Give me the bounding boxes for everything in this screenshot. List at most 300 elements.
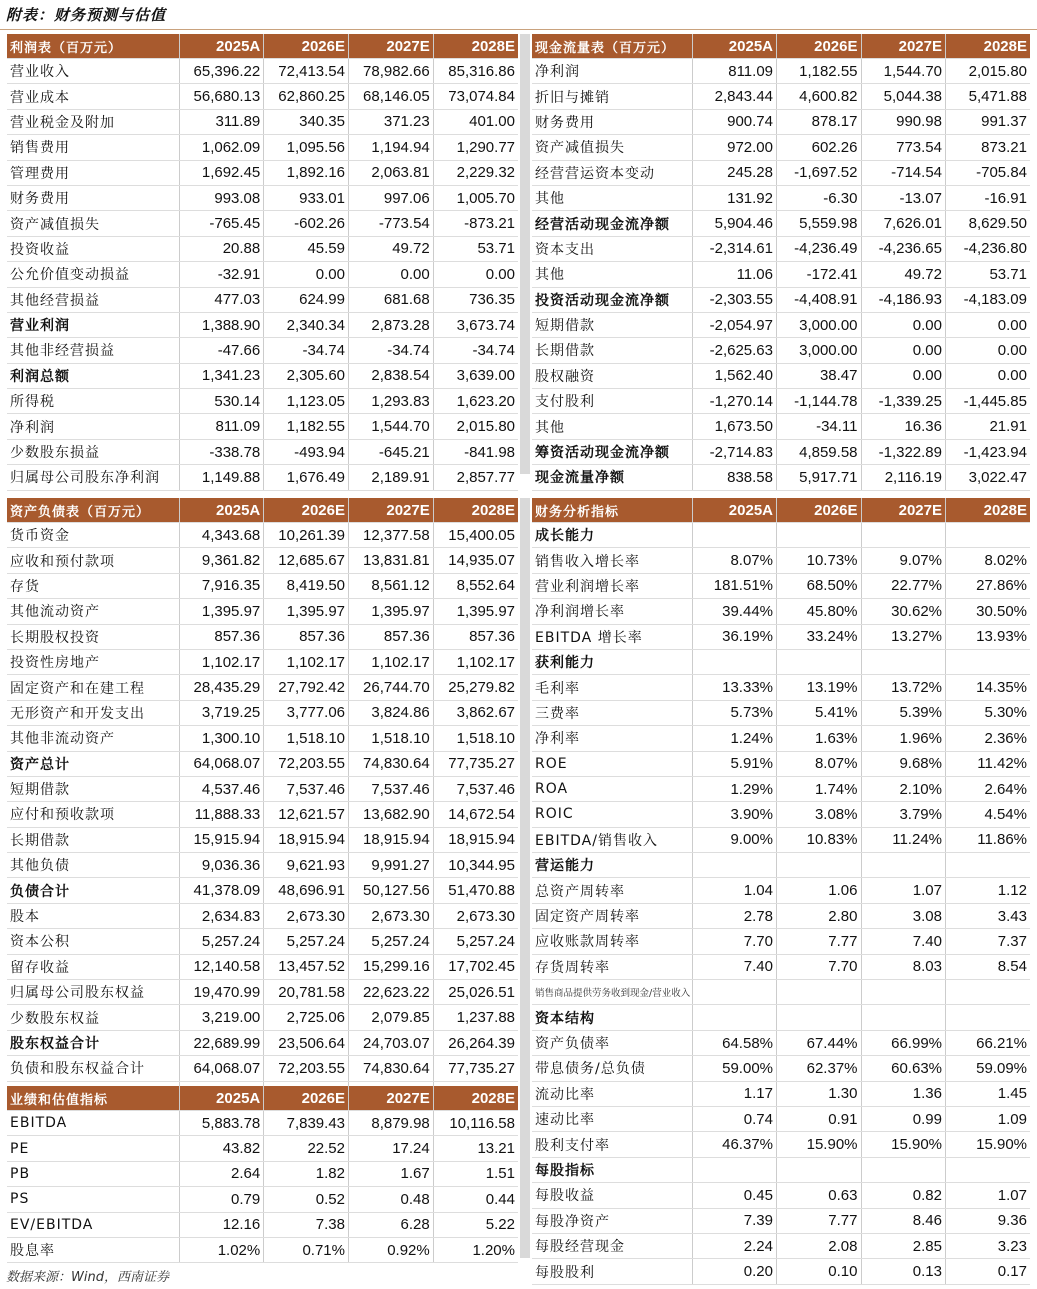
value-cell: 1.02% — [179, 1237, 264, 1262]
row-label: 净利率 — [532, 726, 692, 751]
table-row — [532, 802, 1030, 827]
row-label: 速动比率 — [532, 1106, 692, 1131]
value-cell: 72,413.54 — [264, 59, 349, 84]
value-cell: 72,203.55 — [264, 1056, 349, 1081]
table-row — [7, 262, 518, 287]
income-statement-panel — [7, 34, 518, 491]
table-row — [7, 1005, 518, 1030]
table-header-row — [532, 498, 1030, 523]
value-cell — [692, 853, 777, 878]
value-cell: 2.64 — [179, 1161, 264, 1186]
value-cell: 9.68% — [861, 751, 946, 776]
table-row — [7, 135, 518, 160]
value-cell: 64.58% — [692, 1030, 777, 1055]
value-cell: 9.00% — [692, 827, 777, 852]
value-cell: 13.72% — [861, 675, 946, 700]
value-cell: 3.08% — [777, 802, 862, 827]
table-title: 资产负债表（百万元） — [7, 498, 179, 523]
ratio-analysis-panel — [532, 498, 1030, 1285]
value-cell: 9,036.36 — [179, 853, 264, 878]
table-row — [7, 954, 518, 979]
value-cell: 1,182.55 — [264, 414, 349, 439]
value-cell: 2,857.77 — [433, 465, 518, 490]
value-cell: 0.10 — [777, 1259, 862, 1284]
value-cell: 1.29% — [692, 776, 777, 801]
section-heading: 营运能力 — [532, 853, 692, 878]
row-label: 其他 — [532, 185, 692, 210]
value-cell: 13,831.81 — [349, 548, 434, 573]
value-cell: -2,625.63 — [692, 338, 777, 363]
value-cell: 2,063.81 — [349, 160, 434, 185]
table-row — [7, 548, 518, 573]
row-label: 营业成本 — [7, 84, 179, 109]
table-row — [532, 751, 1030, 776]
value-cell: 5,257.24 — [349, 929, 434, 954]
section-heading: 每股指标 — [532, 1157, 692, 1182]
column-divider-bottom — [520, 498, 530, 1258]
value-cell: 857.36 — [349, 624, 434, 649]
row-label: 销售商品提供劳务收到现金/营业收入 — [532, 980, 692, 1005]
value-cell: 2.08 — [777, 1233, 862, 1258]
table-row — [532, 160, 1030, 185]
table-row — [532, 1081, 1030, 1106]
table-row — [532, 1183, 1030, 1208]
value-cell: 2,673.30 — [349, 903, 434, 928]
value-cell: 1.74% — [777, 776, 862, 801]
value-cell: 22.52 — [264, 1136, 349, 1161]
table-row — [7, 1212, 518, 1237]
value-cell: 19,470.99 — [179, 980, 264, 1005]
table-row — [532, 675, 1030, 700]
value-cell: 5.39% — [861, 700, 946, 725]
value-cell: -34.11 — [777, 414, 862, 439]
value-cell: 5,044.38 — [861, 84, 946, 109]
table-row — [532, 878, 1030, 903]
table-row — [532, 312, 1030, 337]
value-cell: 27,792.42 — [264, 675, 349, 700]
value-cell: 1,123.05 — [264, 389, 349, 414]
value-cell: 1.24% — [692, 726, 777, 751]
value-cell: 6.28 — [349, 1212, 434, 1237]
table-row — [7, 1111, 518, 1136]
section-heading: 成长能力 — [532, 523, 692, 548]
value-cell: 0.13 — [861, 1259, 946, 1284]
value-cell: 0.44 — [433, 1187, 518, 1212]
row-label: PE — [7, 1136, 179, 1161]
table-row — [532, 1005, 1030, 1030]
value-cell: 2,673.30 — [433, 903, 518, 928]
value-cell: 11,888.33 — [179, 802, 264, 827]
value-cell: 13.93% — [946, 624, 1031, 649]
value-cell: 4.54% — [946, 802, 1031, 827]
value-cell: 11.86% — [946, 827, 1031, 852]
table-row — [532, 211, 1030, 236]
value-cell: 62,860.25 — [264, 84, 349, 109]
value-cell — [777, 649, 862, 674]
table-row — [532, 84, 1030, 109]
value-cell: 0.48 — [349, 1187, 434, 1212]
table-row — [7, 439, 518, 464]
value-cell: 45.80% — [777, 599, 862, 624]
table-row — [7, 523, 518, 548]
table-row — [532, 903, 1030, 928]
value-cell — [692, 523, 777, 548]
table-row — [7, 414, 518, 439]
value-cell: 53.71 — [433, 236, 518, 261]
value-cell: 66.21% — [946, 1030, 1031, 1055]
value-cell: 340.35 — [264, 109, 349, 134]
row-label: 留存收益 — [7, 954, 179, 979]
value-cell — [777, 980, 862, 1005]
row-label: 资产减值损失 — [7, 211, 179, 236]
row-label: 固定资产周转率 — [532, 903, 692, 928]
row-label: 股本 — [7, 903, 179, 928]
row-label: PS — [7, 1187, 179, 1212]
value-cell — [861, 1005, 946, 1030]
value-cell: -493.94 — [264, 439, 349, 464]
table-row — [532, 59, 1030, 84]
value-cell: 9.07% — [861, 548, 946, 573]
value-cell: 1.07 — [861, 878, 946, 903]
row-label: 股东权益合计 — [7, 1030, 179, 1055]
value-cell: 28,435.29 — [179, 675, 264, 700]
value-cell: 9,361.82 — [179, 548, 264, 573]
row-label: 少数股东损益 — [7, 439, 179, 464]
value-cell: 530.14 — [179, 389, 264, 414]
value-cell: 811.09 — [179, 414, 264, 439]
value-cell: 681.68 — [349, 287, 434, 312]
row-label: 股权融资 — [532, 363, 692, 388]
table-row — [532, 624, 1030, 649]
table-row — [532, 1259, 1030, 1284]
row-label: 净利润增长率 — [532, 599, 692, 624]
table-title: 利润表（百万元） — [7, 34, 179, 59]
value-cell: 7.37 — [946, 929, 1031, 954]
value-cell: 59.09% — [946, 1056, 1031, 1081]
value-cell: 38.47 — [777, 363, 862, 388]
value-cell: 1,341.23 — [179, 363, 264, 388]
value-cell: 33.24% — [777, 624, 862, 649]
value-cell: 50,127.56 — [349, 878, 434, 903]
table-row — [7, 109, 518, 134]
value-cell: 3.08 — [861, 903, 946, 928]
value-cell: 13.19% — [777, 675, 862, 700]
value-cell: 68,146.05 — [349, 84, 434, 109]
value-cell: 7,537.46 — [264, 776, 349, 801]
value-cell: 2.78 — [692, 903, 777, 928]
value-cell: 997.06 — [349, 185, 434, 210]
row-label: 支付股利 — [532, 389, 692, 414]
value-cell: 5,917.71 — [777, 465, 862, 490]
value-cell: 8,879.98 — [349, 1111, 434, 1136]
value-cell: 1.63% — [777, 726, 862, 751]
value-cell: 0.17 — [946, 1259, 1031, 1284]
value-cell — [777, 1005, 862, 1030]
value-cell: 857.36 — [264, 624, 349, 649]
ratio-analysis-table — [532, 498, 1030, 1285]
value-cell: -1,445.85 — [946, 389, 1031, 414]
table-row — [532, 439, 1030, 464]
source-note: 数据来源：Wind，西南证券 — [6, 1270, 169, 1285]
value-cell: 8.02% — [946, 548, 1031, 573]
table-header-row — [7, 498, 518, 523]
value-cell: 10.73% — [777, 548, 862, 573]
row-label: ROE — [532, 751, 692, 776]
value-cell: 773.54 — [861, 135, 946, 160]
value-cell — [946, 980, 1031, 1005]
value-cell — [861, 649, 946, 674]
row-label: EBITDA/销售收入 — [532, 827, 692, 852]
value-cell: 1,005.70 — [433, 185, 518, 210]
table-row — [532, 1132, 1030, 1157]
value-cell: -765.45 — [179, 211, 264, 236]
value-cell: 17.24 — [349, 1136, 434, 1161]
table-row — [532, 109, 1030, 134]
value-cell: 12,140.58 — [179, 954, 264, 979]
row-label: 公允价值变动损益 — [7, 262, 179, 287]
value-cell: -1,697.52 — [777, 160, 862, 185]
value-cell: -602.26 — [264, 211, 349, 236]
value-cell: -6.30 — [777, 185, 862, 210]
row-label: 经营营运资本变动 — [532, 160, 692, 185]
value-cell: 3.23 — [946, 1233, 1031, 1258]
table-row — [532, 1056, 1030, 1081]
value-cell: 77,735.27 — [433, 751, 518, 776]
table-row — [7, 853, 518, 878]
row-label: 应收和预付款项 — [7, 548, 179, 573]
value-cell: -2,303.55 — [692, 287, 777, 312]
value-cell — [692, 1005, 777, 1030]
table-row — [532, 929, 1030, 954]
year-header: 2027E — [861, 34, 946, 59]
value-cell: 1,293.83 — [349, 389, 434, 414]
value-cell — [946, 1157, 1031, 1182]
row-label: 归属母公司股东权益 — [7, 980, 179, 1005]
value-cell: 2.10% — [861, 776, 946, 801]
value-cell: 2,189.91 — [349, 465, 434, 490]
value-cell: -4,236.80 — [946, 236, 1031, 261]
value-cell: 20.88 — [179, 236, 264, 261]
row-label: 负债合计 — [7, 878, 179, 903]
value-cell: 0.63 — [777, 1183, 862, 1208]
value-cell: -32.91 — [179, 262, 264, 287]
value-cell: 736.35 — [433, 287, 518, 312]
row-label: 无形资产和开发支出 — [7, 700, 179, 725]
value-cell: 66.99% — [861, 1030, 946, 1055]
table-row — [532, 1208, 1030, 1233]
value-cell: -4,186.93 — [861, 287, 946, 312]
table-row — [7, 649, 518, 674]
value-cell: 0.92% — [349, 1237, 434, 1262]
value-cell: 74,830.64 — [349, 1056, 434, 1081]
value-cell: 3,639.00 — [433, 363, 518, 388]
table-row — [532, 236, 1030, 261]
value-cell: 1,395.97 — [264, 599, 349, 624]
row-label: 其他经营损益 — [7, 287, 179, 312]
value-cell: 85,316.86 — [433, 59, 518, 84]
value-cell: -2,054.97 — [692, 312, 777, 337]
value-cell: 2,079.85 — [349, 1005, 434, 1030]
value-cell: 0.00 — [946, 338, 1031, 363]
row-label: 投资收益 — [7, 236, 179, 261]
value-cell: 12.16 — [179, 1212, 264, 1237]
section-heading: 资本结构 — [532, 1005, 692, 1030]
value-cell: -34.74 — [264, 338, 349, 363]
table-header-row — [7, 34, 518, 59]
table-row — [7, 1030, 518, 1055]
value-cell: 13.21 — [433, 1136, 518, 1161]
value-cell: -841.98 — [433, 439, 518, 464]
value-cell: 838.58 — [692, 465, 777, 490]
value-cell: 0.45 — [692, 1183, 777, 1208]
value-cell: 0.00 — [861, 312, 946, 337]
value-cell: 45.59 — [264, 236, 349, 261]
value-cell: 0.20 — [692, 1259, 777, 1284]
value-cell: 64,068.07 — [179, 751, 264, 776]
value-cell: 1.07 — [946, 1183, 1031, 1208]
value-cell: -4,236.49 — [777, 236, 862, 261]
value-cell: 7.77 — [777, 929, 862, 954]
value-cell: 9.36 — [946, 1208, 1031, 1233]
value-cell — [861, 523, 946, 548]
row-label: 每股收益 — [532, 1183, 692, 1208]
value-cell: -2,314.61 — [692, 236, 777, 261]
value-cell: 3,673.74 — [433, 312, 518, 337]
row-label: 其他 — [532, 262, 692, 287]
value-cell: 878.17 — [777, 109, 862, 134]
value-cell: 41,378.09 — [179, 878, 264, 903]
value-cell: 1,623.20 — [433, 389, 518, 414]
value-cell: 20,781.58 — [264, 980, 349, 1005]
value-cell: 5,904.46 — [692, 211, 777, 236]
value-cell: 5.22 — [433, 1212, 518, 1237]
value-cell: 15,400.05 — [433, 523, 518, 548]
value-cell: 0.00 — [264, 262, 349, 287]
value-cell: 0.79 — [179, 1187, 264, 1212]
value-cell: 811.09 — [692, 59, 777, 84]
value-cell: 3,824.86 — [349, 700, 434, 725]
value-cell: 1,102.17 — [433, 649, 518, 674]
value-cell: -34.74 — [433, 338, 518, 363]
row-label: 净利润 — [532, 59, 692, 84]
table-row — [7, 160, 518, 185]
year-header: 2028E — [433, 498, 518, 523]
row-label: 短期借款 — [7, 776, 179, 801]
row-label: ROA — [532, 776, 692, 801]
table-row — [532, 954, 1030, 979]
value-cell: -714.54 — [861, 160, 946, 185]
table-row — [532, 185, 1030, 210]
year-header: 2025A — [179, 498, 264, 523]
balance-sheet-panel — [7, 498, 518, 1106]
value-cell: 43.82 — [179, 1136, 264, 1161]
value-cell: 2,634.83 — [179, 903, 264, 928]
table-row — [532, 414, 1030, 439]
value-cell: 1,182.55 — [777, 59, 862, 84]
value-cell: 1,102.17 — [349, 649, 434, 674]
value-cell: 22.77% — [861, 573, 946, 598]
value-cell: 23,506.64 — [264, 1030, 349, 1055]
table-row — [532, 1106, 1030, 1131]
value-cell — [861, 980, 946, 1005]
value-cell: 1.04 — [692, 878, 777, 903]
value-cell: -2,714.83 — [692, 439, 777, 464]
value-cell: 1,518.10 — [264, 726, 349, 751]
table-row — [7, 1161, 518, 1186]
value-cell: 7,537.46 — [433, 776, 518, 801]
table-row — [7, 776, 518, 801]
row-label: ROIC — [532, 802, 692, 827]
year-header: 2026E — [777, 34, 862, 59]
value-cell: 8.03 — [861, 954, 946, 979]
year-header: 2026E — [264, 498, 349, 523]
table-row — [7, 878, 518, 903]
value-cell: 0.00 — [946, 312, 1031, 337]
value-cell: -34.74 — [349, 338, 434, 363]
value-cell: 1.30 — [777, 1081, 862, 1106]
row-label: 短期借款 — [532, 312, 692, 337]
value-cell: 1,102.17 — [179, 649, 264, 674]
value-cell: 1.06 — [777, 878, 862, 903]
table-row — [7, 185, 518, 210]
value-cell: 7,537.46 — [349, 776, 434, 801]
value-cell: 13,457.52 — [264, 954, 349, 979]
table-row — [7, 903, 518, 928]
row-label: 负债和股东权益合计 — [7, 1056, 179, 1081]
row-label: 其他负债 — [7, 853, 179, 878]
value-cell: -13.07 — [861, 185, 946, 210]
table-row — [532, 465, 1030, 490]
row-label: EV/EBITDA — [7, 1212, 179, 1237]
value-cell: 8,561.12 — [349, 573, 434, 598]
table-title: 财务分析指标 — [532, 498, 692, 523]
year-header: 2025A — [179, 34, 264, 59]
value-cell: -47.66 — [179, 338, 264, 363]
value-cell: -338.78 — [179, 439, 264, 464]
value-cell: 24,703.07 — [349, 1030, 434, 1055]
value-cell: 5,471.88 — [946, 84, 1031, 109]
value-cell: 1.82 — [264, 1161, 349, 1186]
row-label: 股息率 — [7, 1237, 179, 1262]
value-cell: 2,873.28 — [349, 312, 434, 337]
value-cell: 371.23 — [349, 109, 434, 134]
year-header: 2025A — [179, 1086, 264, 1111]
value-cell — [946, 1005, 1031, 1030]
value-cell: 5,257.24 — [433, 929, 518, 954]
value-cell: 9,621.93 — [264, 853, 349, 878]
value-cell: 16.36 — [861, 414, 946, 439]
table-row — [532, 523, 1030, 548]
row-label: PB — [7, 1161, 179, 1186]
value-cell: 8,629.50 — [946, 211, 1031, 236]
value-cell: 0.91 — [777, 1106, 862, 1131]
row-label: 资本支出 — [532, 236, 692, 261]
row-label: 毛利率 — [532, 675, 692, 700]
row-label: 存货周转率 — [532, 954, 692, 979]
value-cell: 1,395.97 — [179, 599, 264, 624]
value-cell: 0.74 — [692, 1106, 777, 1131]
table-row — [532, 1157, 1030, 1182]
value-cell: 11.42% — [946, 751, 1031, 776]
row-label: 其他流动资产 — [7, 599, 179, 624]
value-cell: 2.36% — [946, 726, 1031, 751]
value-cell: 2.24 — [692, 1233, 777, 1258]
row-label: 其他非流动资产 — [7, 726, 179, 751]
row-label: 长期股权投资 — [7, 624, 179, 649]
value-cell: 8.54 — [946, 954, 1031, 979]
value-cell: 73,074.84 — [433, 84, 518, 109]
row-label: 三费率 — [532, 700, 692, 725]
